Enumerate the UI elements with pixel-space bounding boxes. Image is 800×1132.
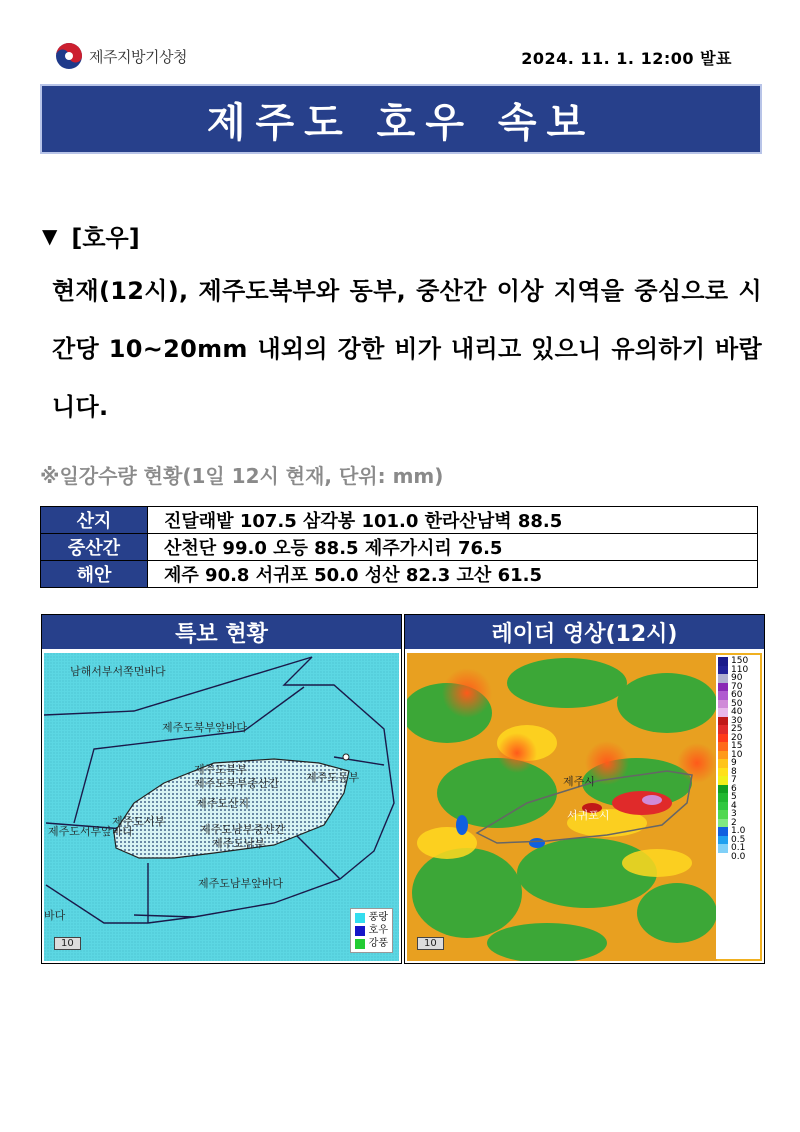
map-label: 제주시 xyxy=(563,775,595,788)
colorbar-label: 50 xyxy=(731,698,743,709)
colorbar-label: 110 xyxy=(731,664,749,675)
warning-status-panel xyxy=(41,614,402,964)
warning-map xyxy=(44,653,399,961)
rainfall-note: ※일강수량 현황(1일 12시 현재, 단위: mm) xyxy=(40,464,444,488)
category-cell: 중산간 xyxy=(41,534,148,561)
map-label: 제주도남부앞바다 xyxy=(198,877,284,890)
kma-emblem-icon xyxy=(55,42,83,70)
values-cell: 산천단 99.0 오등 88.5 제주가시리 76.5 xyxy=(148,534,758,561)
colorbar-swatch xyxy=(718,725,728,734)
rainfall-table xyxy=(40,506,758,588)
map-label: 서귀포시 xyxy=(567,809,610,822)
colorbar-swatch xyxy=(718,810,728,819)
section-heading xyxy=(42,218,140,253)
radar-image xyxy=(407,653,762,961)
colorbar-label: 30 xyxy=(731,715,743,726)
colorbar-label: 2 xyxy=(731,817,737,828)
colorbar-label: 4 xyxy=(731,800,737,811)
colorbar-swatch xyxy=(718,802,728,811)
map-label: 제주도북부 xyxy=(194,763,248,776)
colorbar-label: 20 xyxy=(731,732,743,743)
legend-swatch xyxy=(355,939,365,949)
table-row xyxy=(41,507,758,534)
colorbar-swatch xyxy=(718,734,728,743)
colorbar-swatch xyxy=(718,708,728,717)
colorbar-label: 60 xyxy=(731,690,743,701)
page-title: 제주도 호우 속보 xyxy=(206,99,596,146)
panel-title: 특보 현황 xyxy=(42,615,401,649)
map-label: 제주도남부중산간 xyxy=(200,823,286,836)
agency-logo xyxy=(55,40,275,72)
colorbar-step xyxy=(718,751,758,760)
category-cell: 해안 xyxy=(41,561,148,588)
colorbar-label: 0.0 xyxy=(731,851,746,862)
legend-label: 호우 xyxy=(368,925,388,936)
colorbar-swatch xyxy=(718,776,728,785)
org-name: 제주지방기상청 xyxy=(89,47,187,66)
triangle-down-icon: ▼ xyxy=(42,223,58,248)
table-row xyxy=(41,534,758,561)
colorbar-step xyxy=(718,853,758,862)
legend-label: 풍랑 xyxy=(368,912,388,923)
colorbar-swatch xyxy=(718,827,728,836)
map-label: 제주도동부 xyxy=(306,771,360,784)
section-heading-label: [호우] xyxy=(71,224,140,252)
values-cell: 제주 90.8 서귀포 50.0 성산 82.3 고산 61.5 xyxy=(148,561,758,588)
colorbar-swatch xyxy=(718,844,728,853)
colorbar-swatch xyxy=(718,751,728,760)
colorbar-label: 0.5 xyxy=(731,834,746,845)
colorbar-swatch xyxy=(718,768,728,777)
colorbar-swatch xyxy=(718,853,728,862)
colorbar-label: 25 xyxy=(731,724,743,735)
colorbar-step xyxy=(718,793,758,802)
legend-item xyxy=(355,924,388,937)
legend-label: 강풍 xyxy=(368,938,388,949)
colorbar-label: 90 xyxy=(731,673,743,684)
legend-swatch xyxy=(355,913,365,923)
legend xyxy=(350,908,393,953)
colorbar-swatch xyxy=(718,836,728,845)
colorbar-label: 15 xyxy=(731,741,743,752)
colorbar-step xyxy=(718,768,758,777)
colorbar-step xyxy=(718,759,758,768)
colorbar-swatch xyxy=(718,657,728,666)
colorbar-swatch xyxy=(718,691,728,700)
legend-item xyxy=(355,911,388,924)
map-label: 제주도북부앞바다 xyxy=(162,721,248,734)
colorbar-swatch xyxy=(718,793,728,802)
values-cell: 진달래밭 107.5 삼각봉 101.0 한라산남벽 88.5 xyxy=(148,507,758,534)
colorbar-swatch xyxy=(718,785,728,794)
colorbar-label: 0.1 xyxy=(731,843,746,854)
colorbar-swatch xyxy=(718,742,728,751)
colorbar-swatch xyxy=(718,674,728,683)
colorbar-label: 7 xyxy=(731,775,737,786)
colorbar-swatch xyxy=(718,759,728,768)
colorbar-swatch xyxy=(718,666,728,675)
colorbar-label: 150 xyxy=(731,656,749,667)
colorbar-label: 40 xyxy=(731,707,743,718)
issue-datetime: 2024. 11. 1. 12:00 발표 xyxy=(521,49,732,68)
colorbar-step xyxy=(718,810,758,819)
colorbar-label: 70 xyxy=(731,681,743,692)
legend-item xyxy=(355,937,388,950)
map-label: 남해서부서쪽먼바다 xyxy=(70,665,166,678)
legend-swatch xyxy=(355,926,365,936)
category-cell: 산지 xyxy=(41,507,148,534)
colorbar-label: 5 xyxy=(731,792,737,803)
colorbar-swatch xyxy=(718,700,728,709)
map-label: 제주도남부 xyxy=(212,837,266,850)
scale-box: 10 xyxy=(54,937,81,950)
colorbar-label: 9 xyxy=(731,758,737,769)
colorbar-step xyxy=(718,776,758,785)
colorbar-label: 6 xyxy=(731,783,737,794)
colorbar-label: 10 xyxy=(731,749,743,760)
radar-panel xyxy=(404,614,765,964)
map-label: 제주도서부 xyxy=(112,815,166,828)
colorbar-label: 1.0 xyxy=(731,826,746,837)
colorbar-label: 8 xyxy=(731,766,737,777)
colorbar-step xyxy=(718,802,758,811)
panel-title: 레이더 영상(12시) xyxy=(405,615,764,649)
map-label: 바다 xyxy=(44,909,66,922)
map-label: 제주도산지 xyxy=(196,797,250,810)
radar-colorbar xyxy=(716,655,760,959)
scale-box: 10 xyxy=(417,937,444,950)
colorbar-label: 3 xyxy=(731,809,737,820)
colorbar-swatch xyxy=(718,819,728,828)
colorbar-swatch xyxy=(718,717,728,726)
map-label: 제주도서부앞바다 xyxy=(48,825,134,838)
colorbar-step xyxy=(718,785,758,794)
map-label: 제주도북부중산간 xyxy=(194,777,280,790)
bulletin-body: 현재(12시), 제주도북부와 동부, 중산간 이상 지역을 중심으로 시간당 10~20mm 내외의 강한 비가 내리고 있으니 유의하기 바랍니다. xyxy=(52,277,762,421)
table-row xyxy=(41,561,758,588)
colorbar-swatch xyxy=(718,683,728,692)
title-banner xyxy=(40,84,762,154)
